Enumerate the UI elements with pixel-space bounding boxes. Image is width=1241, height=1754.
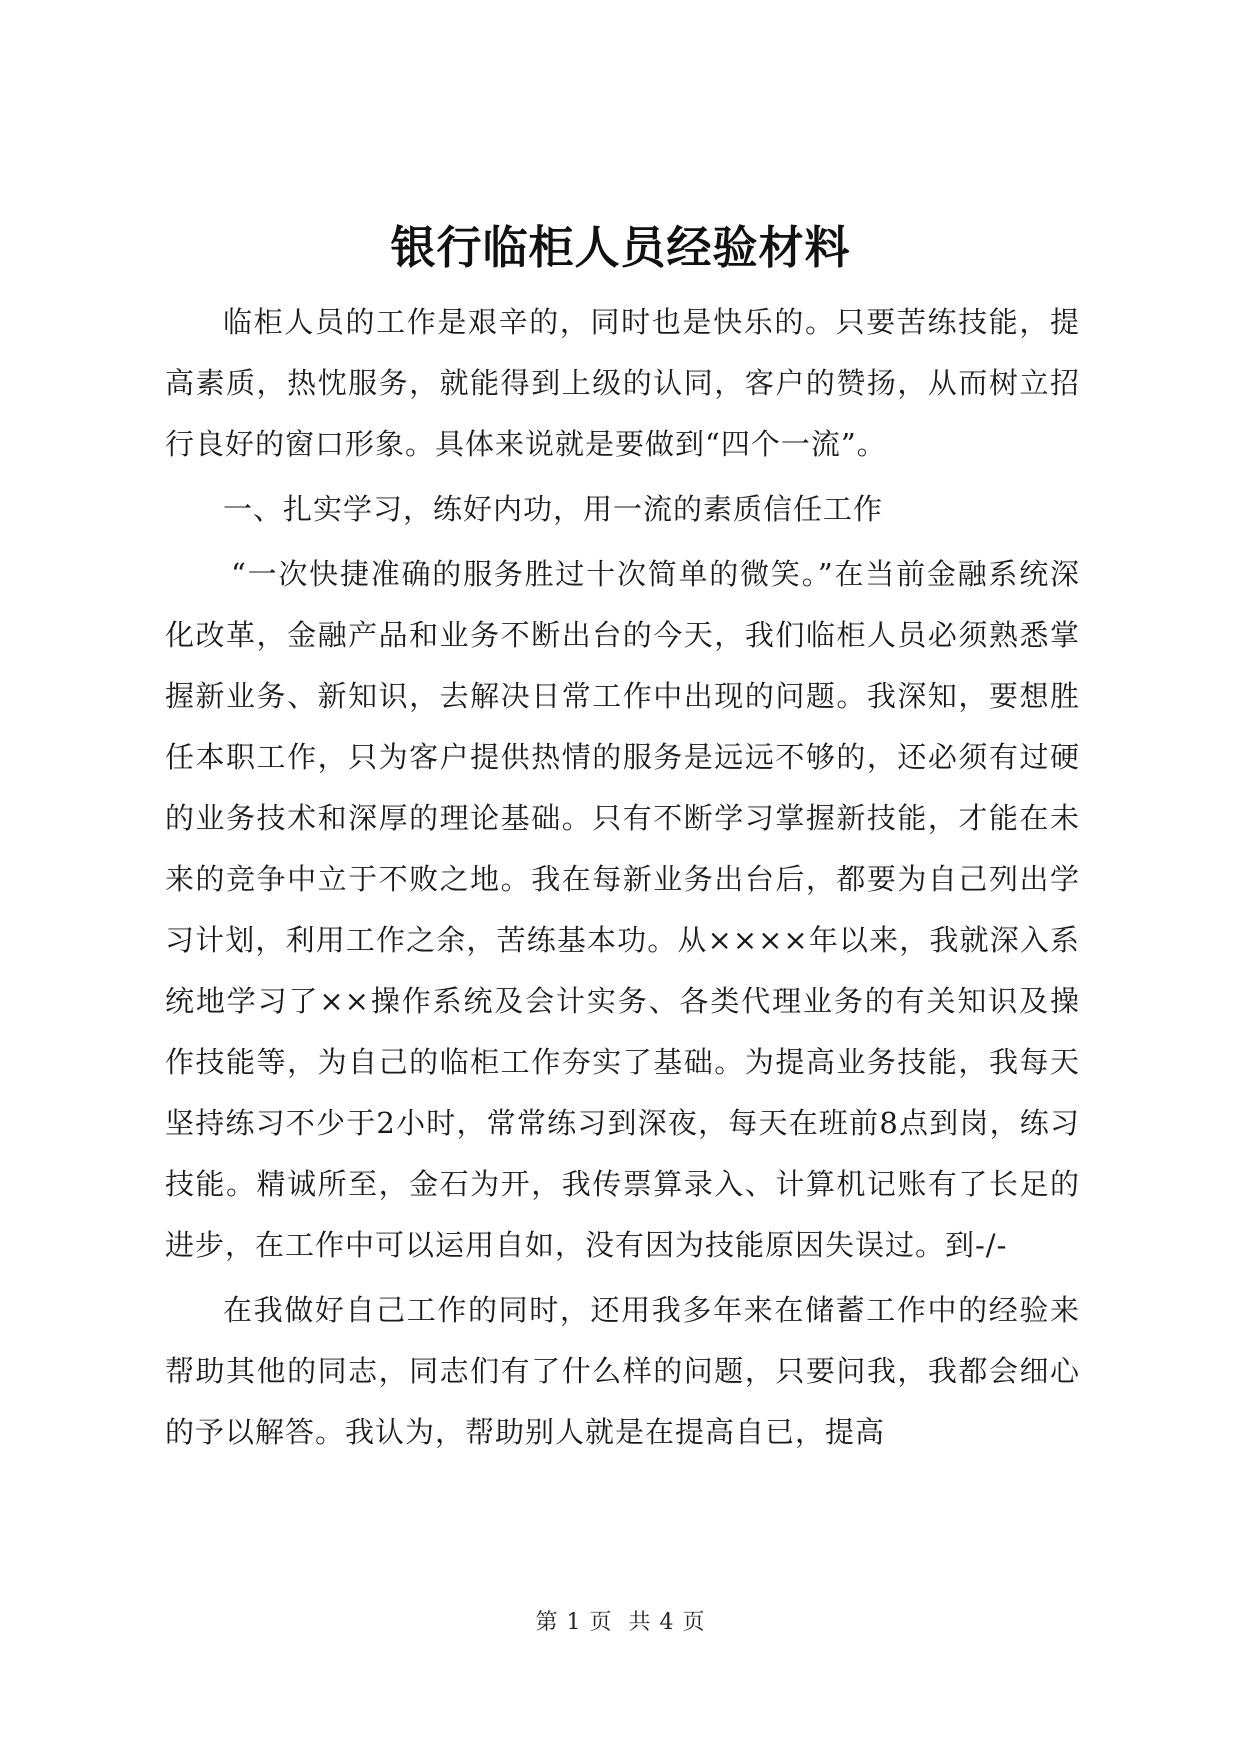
page-number-footer [0, 1608, 1241, 1638]
document-title: 银行临柜人员经验材料 [390, 221, 851, 274]
section-heading-1: 一、扎实学习，练好内功，用一流的素质信任工作 [223, 492, 884, 526]
document-body [165, 292, 1080, 1463]
paragraph-helping: 在我做好自己工作的同时，还用我多年来在储蓄工作中的经验来帮助其他的同志，同志们有了什么样的问题，只要问我，我都会细心的予以解答。我认为，帮助别人就是在提高自已，提高 [165, 1293, 1080, 1449]
paragraph-study: “一次快捷准确的服务胜过十次简单的微笑。”在当前金融系统深化改革，金融产品和业务不断出台的今天，我们临柜人员必须熟悉掌握新业务、新知识，去解决日常工作中出现的问题。我深知，要想胜任本职工作，只为客户提供热情的服务是远远不够的，还必须有过硬的业务技术和深厚的理论基础。只有不断学习掌握新技能，才能在未来的竞争中立于不败之地。我在每新业务出台后，都要为自己列出学习计划，利用工作之余，苦练基本功。从××××年以来，我就深入系统地学习了××操作系统及会计实务、各类代理业务的有关知识及操作技能等，为自己的临柜工作夯实了基础。为提高业务技能，我每天坚持练习不少于2小时，常常练习到深夜，每天在班前8点到岗，练习技能。精诚所至，金石为开，我传票算录入、计算机记账有了长足的进步，在工作中可以运用自如，没有因为技能原因失误过。到-/- [165, 557, 1080, 1262]
page-number-label: 第 1 页 共 4 页 [535, 1610, 706, 1635]
paragraph-intro: 临柜人员的工作是艰辛的，同时也是快乐的。只要苦练技能，提高素质，热忱服务，就能得到上级的认同，客户的赞扬，从而树立招行良好的窗口形象。具体来说就是要做到“四个一流”。 [165, 305, 1080, 461]
